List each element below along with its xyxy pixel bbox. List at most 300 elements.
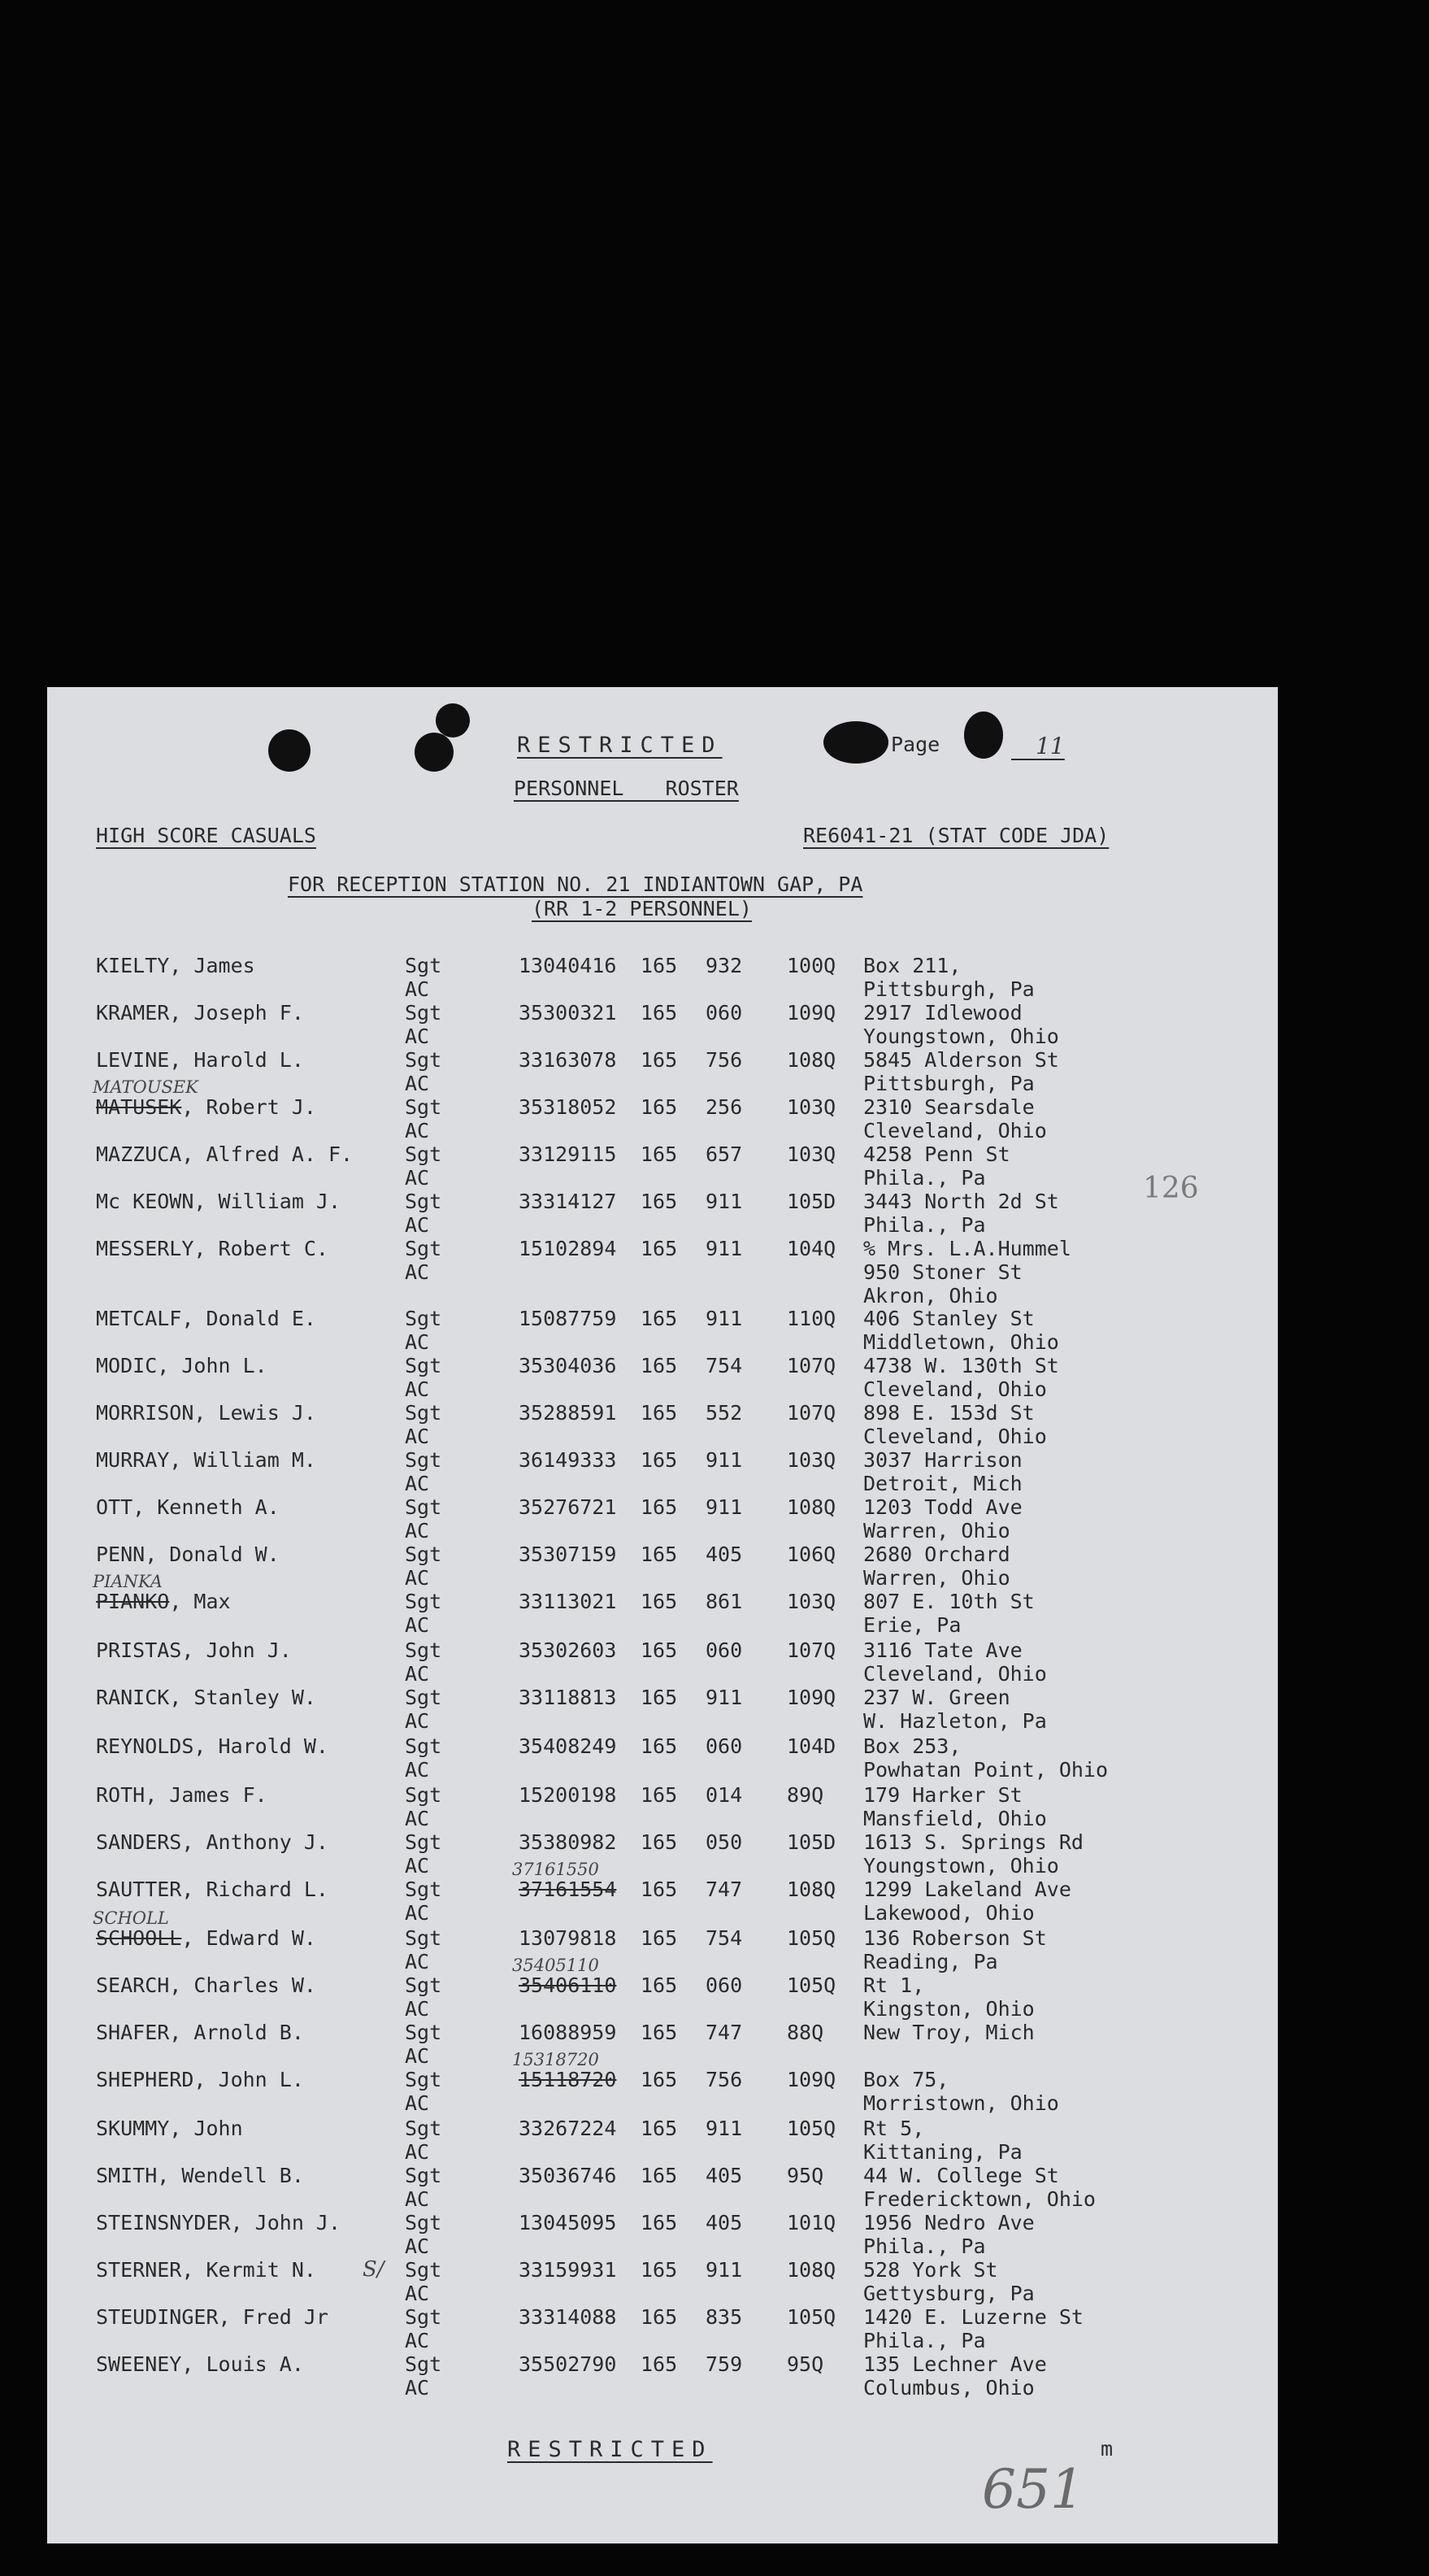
table-row bbox=[47, 1686, 1278, 1733]
member-serial: 33113021 bbox=[519, 1590, 617, 1613]
page-number-value: 11 bbox=[1036, 733, 1065, 759]
member-address-line-1: 807 E. 10th St bbox=[863, 1590, 1035, 1613]
member-branch: AC bbox=[405, 1758, 430, 1782]
member-name: SMITH, Wendell B. bbox=[96, 2164, 304, 2187]
member-address-line-1: 135 Lechner Ave bbox=[863, 2352, 1047, 2376]
member-code-2: 060 bbox=[706, 1973, 743, 1997]
member-address-line-2: Warren, Ohio bbox=[863, 1566, 1010, 1590]
member-code-1: 165 bbox=[641, 2211, 678, 2234]
member-address-line-2: Kingston, Ohio bbox=[863, 1997, 1035, 2021]
member-serial: 35300321 bbox=[519, 1001, 617, 1025]
member-code-2: 911 bbox=[706, 1686, 743, 1709]
member-address-line-2: W. Hazleton, Pa bbox=[863, 1709, 1047, 1733]
member-name: PRISTAS, John J. bbox=[96, 1638, 292, 1662]
member-grade: Sgt bbox=[405, 1926, 442, 1950]
member-address-line-2: Lakewood, Ohio bbox=[863, 1901, 1035, 1925]
member-address-line-2: Phila., Pa bbox=[863, 1213, 986, 1237]
member-code-2: 060 bbox=[706, 1734, 743, 1758]
member-serial: 15200198 bbox=[519, 1783, 617, 1807]
table-row bbox=[47, 2021, 1278, 2068]
member-grade: Sgt bbox=[405, 1830, 442, 1854]
member-code-3: 110Q bbox=[787, 1307, 836, 1330]
member-grade: Sgt bbox=[405, 2211, 442, 2234]
member-code-2: 060 bbox=[706, 1001, 743, 1025]
member-grade: Sgt bbox=[405, 2305, 442, 2329]
member-serial: 36149333 bbox=[519, 1448, 617, 1472]
station-heading: FOR RECEPTION STATION NO. 21 INDIANTOWN GAP, PA bbox=[288, 872, 863, 896]
member-code-3: 103Q bbox=[787, 1448, 836, 1472]
member-code-2: 932 bbox=[706, 954, 743, 977]
member-code-2: 754 bbox=[706, 1926, 743, 1950]
member-branch: AC bbox=[405, 1613, 430, 1637]
member-name: SWEENEY, Louis A. bbox=[96, 2352, 304, 2376]
member-code-1: 165 bbox=[641, 2352, 678, 2376]
member-code-3: 105Q bbox=[787, 1926, 836, 1950]
member-serial: 35406110 bbox=[519, 1973, 617, 1997]
table-row bbox=[47, 1048, 1278, 1095]
member-grade: Sgt bbox=[405, 2021, 442, 2044]
member-grade: Sgt bbox=[405, 1401, 442, 1425]
member-branch: AC bbox=[405, 1260, 430, 1284]
member-grade: Sgt bbox=[405, 1973, 442, 1997]
punch-hole bbox=[415, 733, 454, 772]
member-code-2: 050 bbox=[706, 1830, 743, 1854]
member-serial: 35408249 bbox=[519, 1734, 617, 1758]
member-name: SHEPHERD, John L. bbox=[96, 2068, 304, 2091]
order-reference: RE6041-21 (STAT CODE JDA) bbox=[803, 824, 1110, 847]
member-serial: 35276721 bbox=[519, 1495, 617, 1519]
member-code-3: 104D bbox=[787, 1734, 836, 1758]
table-row bbox=[47, 1495, 1278, 1543]
member-serial: 35307159 bbox=[519, 1543, 617, 1566]
member-address-line-1: 3037 Harrison bbox=[863, 1448, 1023, 1472]
member-name: MURRAY, William M. bbox=[96, 1448, 316, 1472]
member-code-3: 105Q bbox=[787, 1973, 836, 1997]
member-code-3: 109Q bbox=[787, 1686, 836, 1709]
member-code-1: 165 bbox=[641, 1973, 678, 1997]
member-address-line-1: 1299 Lakeland Ave bbox=[863, 1878, 1071, 1901]
member-address-line-2: Warren, Ohio bbox=[863, 1519, 1010, 1543]
member-name: PENN, Donald W. bbox=[96, 1543, 280, 1566]
member-code-3: 95Q bbox=[787, 2352, 824, 2376]
member-code-1: 165 bbox=[641, 1190, 678, 1213]
member-branch: AC bbox=[405, 1377, 430, 1401]
member-grade: Sgt bbox=[405, 2117, 442, 2140]
member-code-3: 105Q bbox=[787, 2305, 836, 2329]
member-name: METCALF, Donald E. bbox=[96, 1307, 316, 1330]
member-branch: AC bbox=[405, 1709, 430, 1733]
member-address-line-2: Powhatan Point, Ohio bbox=[863, 1758, 1109, 1782]
member-serial: 33129115 bbox=[519, 1142, 617, 1166]
handwritten-correction: 35405110 bbox=[512, 1956, 599, 1975]
member-address-line-2: Phila., Pa bbox=[863, 1166, 986, 1190]
member-grade: Sgt bbox=[405, 1095, 442, 1119]
member-grade: Sgt bbox=[405, 1590, 442, 1613]
member-serial: 16088959 bbox=[519, 2021, 617, 2044]
member-address-line-2: Morristown, Ohio bbox=[863, 2091, 1059, 2115]
handwritten-correction: 37161550 bbox=[512, 1860, 599, 1879]
member-address-line-3: Akron, Ohio bbox=[863, 1284, 998, 1308]
member-name: MAZZUCA, Alfred A. F. bbox=[96, 1142, 354, 1166]
member-code-2: 747 bbox=[706, 2021, 743, 2044]
member-code-1: 165 bbox=[641, 2164, 678, 2187]
member-grade: Sgt bbox=[405, 1354, 442, 1377]
table-row bbox=[47, 2258, 1278, 2305]
member-code-2: 861 bbox=[706, 1590, 743, 1613]
page-title: PERSONNEL ROSTER bbox=[514, 777, 739, 800]
table-row bbox=[47, 1142, 1278, 1190]
member-grade: Sgt bbox=[405, 1638, 442, 1662]
table-row bbox=[47, 1237, 1278, 1308]
member-address-line-1: Rt 1, bbox=[863, 1973, 925, 1997]
member-address-line-2: Pittsburgh, Pa bbox=[863, 977, 1035, 1001]
member-code-1: 165 bbox=[641, 1237, 678, 1260]
table-row bbox=[47, 1783, 1278, 1830]
member-address-line-1: 2310 Searsdale bbox=[863, 1095, 1035, 1119]
table-row bbox=[47, 1448, 1278, 1495]
member-code-3: 105D bbox=[787, 1830, 836, 1854]
member-grade: Sgt bbox=[405, 954, 442, 977]
member-branch: AC bbox=[405, 1025, 430, 1048]
handwritten-correction: MATOUSEK bbox=[93, 1077, 198, 1097]
member-address-line-2: Cleveland, Ohio bbox=[863, 1425, 1047, 1448]
table-row bbox=[47, 2352, 1278, 2400]
member-address-line-2: Fredericktown, Ohio bbox=[863, 2187, 1096, 2211]
page-number bbox=[1011, 733, 1091, 759]
member-code-3: 105Q bbox=[787, 2117, 836, 2140]
table-row bbox=[47, 1638, 1278, 1686]
member-address-line-1: 898 E. 153d St bbox=[863, 1401, 1035, 1425]
member-code-3: 108Q bbox=[787, 1878, 836, 1901]
member-code-3: 103Q bbox=[787, 1095, 836, 1119]
member-serial: 15102894 bbox=[519, 1237, 617, 1260]
member-address-line-1: 406 Stanley St bbox=[863, 1307, 1035, 1330]
member-serial: 35304036 bbox=[519, 1354, 617, 1377]
member-name: SANDERS, Anthony J. bbox=[96, 1830, 328, 1854]
table-row bbox=[47, 1543, 1278, 1590]
member-serial: 35502790 bbox=[519, 2352, 617, 2376]
member-code-2: 911 bbox=[706, 2258, 743, 2282]
member-branch: AC bbox=[405, 1166, 430, 1190]
member-code-3: 105D bbox=[787, 1190, 836, 1213]
member-serial: 13045095 bbox=[519, 2211, 617, 2234]
member-grade: Sgt bbox=[405, 1448, 442, 1472]
member-name: STERNER, Kermit N. bbox=[96, 2258, 316, 2282]
left-heading: HIGH SCORE CASUALS bbox=[96, 824, 316, 847]
member-serial: 15118720 bbox=[519, 2068, 617, 2091]
table-row bbox=[47, 2211, 1278, 2258]
member-code-2: 754 bbox=[706, 1354, 743, 1377]
member-grade: Sgt bbox=[405, 1001, 442, 1025]
member-code-1: 165 bbox=[641, 1448, 678, 1472]
member-branch: AC bbox=[405, 2234, 430, 2258]
member-branch: AC bbox=[405, 2140, 430, 2164]
member-grade: Sgt bbox=[405, 1783, 442, 1807]
handwritten-correction: PIANKA bbox=[93, 1572, 163, 1591]
member-code-2: 256 bbox=[706, 1095, 743, 1119]
member-address-line-2: Gettysburg, Pa bbox=[863, 2282, 1035, 2305]
member-grade: Sgt bbox=[405, 1142, 442, 1166]
member-serial: 33163078 bbox=[519, 1048, 617, 1072]
member-code-3: 109Q bbox=[787, 1001, 836, 1025]
member-code-1: 165 bbox=[641, 1590, 678, 1613]
table-row bbox=[47, 1830, 1278, 1878]
member-name: STEUDINGER, Fred Jr bbox=[96, 2305, 328, 2329]
member-name: SEARCH, Charles W. bbox=[96, 1973, 316, 1997]
member-serial: 35036746 bbox=[519, 2164, 617, 2187]
member-grade: Sgt bbox=[405, 1048, 442, 1072]
member-serial: 35302603 bbox=[519, 1638, 617, 1662]
member-serial: 37161554 bbox=[519, 1878, 617, 1901]
member-address-line-1: 2917 Idlewood bbox=[863, 1001, 1023, 1025]
handwritten-correction: S/ bbox=[363, 2257, 384, 2282]
member-code-1: 165 bbox=[641, 1048, 678, 1072]
member-name: SKUMMY, John bbox=[96, 2117, 243, 2140]
member-address-line-2: Cleveland, Ohio bbox=[863, 1377, 1047, 1401]
member-code-1: 165 bbox=[641, 2021, 678, 2044]
margin-number: 126 bbox=[1143, 1172, 1199, 1205]
table-row bbox=[47, 1401, 1278, 1448]
member-address-line-1: 3443 North 2d St bbox=[863, 1190, 1059, 1213]
member-name: ROTH, James F. bbox=[96, 1783, 267, 1807]
member-code-2: 759 bbox=[706, 2352, 743, 2376]
table-row bbox=[47, 2305, 1278, 2352]
member-address-line-1: Box 253, bbox=[863, 1734, 962, 1758]
restricted-top: RESTRICTED bbox=[517, 733, 723, 758]
member-code-3: 109Q bbox=[787, 2068, 836, 2091]
member-grade: Sgt bbox=[405, 2068, 442, 2091]
member-serial: 35318052 bbox=[519, 1095, 617, 1119]
table-row bbox=[47, 954, 1278, 1001]
table-row bbox=[47, 2050, 1278, 2115]
member-code-1: 165 bbox=[641, 2305, 678, 2329]
member-address-line-2: Kittaning, Pa bbox=[863, 2140, 1023, 2164]
document-page bbox=[47, 687, 1278, 2543]
member-code-1: 165 bbox=[641, 1734, 678, 1758]
table-row bbox=[47, 1734, 1278, 1782]
member-address-line-2: Middletown, Ohio bbox=[863, 1330, 1059, 1354]
page-label: Page bbox=[891, 733, 940, 756]
member-address-line-1: % Mrs. L.A.Hummel bbox=[863, 1237, 1071, 1260]
member-branch: AC bbox=[405, 1997, 430, 2021]
member-name: MATUSEK, Robert J. bbox=[96, 1095, 316, 1119]
member-code-1: 165 bbox=[641, 2117, 678, 2140]
punch-hole bbox=[964, 711, 1003, 759]
member-branch: AC bbox=[405, 2376, 430, 2400]
member-code-1: 165 bbox=[641, 1495, 678, 1519]
member-address-line-2: Youngstown, Ohio bbox=[863, 1854, 1059, 1878]
member-code-1: 165 bbox=[641, 1401, 678, 1425]
member-name: OTT, Kenneth A. bbox=[96, 1495, 280, 1519]
member-serial: 33314127 bbox=[519, 1190, 617, 1213]
member-branch: AC bbox=[405, 2329, 430, 2352]
member-branch: AC bbox=[405, 1519, 430, 1543]
member-address-line-2: Mansfield, Ohio bbox=[863, 1807, 1047, 1830]
member-address-line-1: 179 Harker St bbox=[863, 1783, 1023, 1807]
member-grade: Sgt bbox=[405, 1734, 442, 1758]
member-name: PIANKO, Max bbox=[96, 1590, 231, 1613]
member-code-1: 165 bbox=[641, 1001, 678, 1025]
member-code-2: 552 bbox=[706, 1401, 743, 1425]
table-row bbox=[47, 1307, 1278, 1354]
member-name: STEINSNYDER, John J. bbox=[96, 2211, 341, 2234]
member-grade: Sgt bbox=[405, 2352, 442, 2376]
member-address-line-1: Box 211, bbox=[863, 954, 962, 977]
handwritten-correction: 15318720 bbox=[512, 2050, 599, 2069]
member-address-line-2: Pittsburgh, Pa bbox=[863, 1072, 1035, 1095]
member-code-1: 165 bbox=[641, 1543, 678, 1566]
member-name: KIELTY, James bbox=[96, 954, 255, 977]
member-address-line-1: 528 York St bbox=[863, 2258, 998, 2282]
member-address-line-1: 2680 Orchard bbox=[863, 1543, 1010, 1566]
handwritten-correction: SCHOLL bbox=[93, 1908, 169, 1928]
member-serial: 35380982 bbox=[519, 1830, 617, 1854]
member-grade: Sgt bbox=[405, 1237, 442, 1260]
member-address-line-2: Cleveland, Ohio bbox=[863, 1119, 1047, 1142]
member-name: RANICK, Stanley W. bbox=[96, 1686, 316, 1709]
member-code-3: 103Q bbox=[787, 1142, 836, 1166]
member-code-3: 103Q bbox=[787, 1590, 836, 1613]
member-code-3: 88Q bbox=[787, 2021, 824, 2044]
member-grade: Sgt bbox=[405, 1307, 442, 1330]
punch-hole bbox=[436, 703, 470, 738]
member-code-3: 89Q bbox=[787, 1783, 824, 1807]
member-code-2: 747 bbox=[706, 1878, 743, 1901]
member-code-2: 405 bbox=[706, 2211, 743, 2234]
member-branch: AC bbox=[405, 1213, 430, 1237]
member-code-2: 014 bbox=[706, 1783, 743, 1807]
member-grade: Sgt bbox=[405, 1543, 442, 1566]
table-row bbox=[47, 1190, 1278, 1237]
member-address-line-2: 950 Stoner St bbox=[863, 1260, 1023, 1284]
member-serial: 33159931 bbox=[519, 2258, 617, 2282]
member-address-line-1: 4258 Penn St bbox=[863, 1142, 1010, 1166]
member-code-2: 405 bbox=[706, 1543, 743, 1566]
member-name: SAUTTER, Richard L. bbox=[96, 1878, 328, 1901]
member-code-1: 165 bbox=[641, 1638, 678, 1662]
member-name: SHAFER, Arnold B. bbox=[96, 2021, 304, 2044]
member-name: SCHOOLL, Edward W. bbox=[96, 1926, 316, 1950]
member-branch: AC bbox=[405, 1901, 430, 1925]
member-branch: AC bbox=[405, 1950, 430, 1973]
member-branch: AC bbox=[405, 1807, 430, 1830]
member-serial: 33118813 bbox=[519, 1686, 617, 1709]
member-code-3: 108Q bbox=[787, 2258, 836, 2282]
member-serial: 33314088 bbox=[519, 2305, 617, 2329]
member-code-1: 165 bbox=[641, 1307, 678, 1330]
member-code-2: 060 bbox=[706, 1638, 743, 1662]
member-grade: Sgt bbox=[405, 1495, 442, 1519]
member-branch: AC bbox=[405, 2044, 430, 2068]
member-code-1: 165 bbox=[641, 1095, 678, 1119]
member-branch: AC bbox=[405, 2091, 430, 2115]
member-code-1: 165 bbox=[641, 1354, 678, 1377]
member-address-line-2: Youngstown, Ohio bbox=[863, 1025, 1059, 1048]
member-branch: AC bbox=[405, 1425, 430, 1448]
member-address-line-1: 136 Roberson St bbox=[863, 1926, 1047, 1950]
member-address-line-1: New Troy, Mich bbox=[863, 2021, 1035, 2044]
table-row bbox=[47, 1354, 1278, 1401]
member-address-line-1: 1613 S. Springs Rd bbox=[863, 1830, 1084, 1854]
member-branch: AC bbox=[405, 1072, 430, 1095]
member-code-1: 165 bbox=[641, 1878, 678, 1901]
member-serial: 13040416 bbox=[519, 954, 617, 977]
member-address-line-1: 4738 W. 130th St bbox=[863, 1354, 1059, 1377]
station-subheading: (RR 1-2 PERSONNEL) bbox=[532, 897, 752, 920]
member-name: MORRISON, Lewis J. bbox=[96, 1401, 316, 1425]
member-code-1: 165 bbox=[641, 954, 678, 977]
table-row bbox=[47, 2164, 1278, 2211]
member-serial: 35288591 bbox=[519, 1401, 617, 1425]
member-code-1: 165 bbox=[641, 1830, 678, 1854]
member-address-line-2: Cleveland, Ohio bbox=[863, 1662, 1047, 1686]
member-code-3: 108Q bbox=[787, 1495, 836, 1519]
member-code-2: 911 bbox=[706, 1190, 743, 1213]
member-branch: AC bbox=[405, 2282, 430, 2305]
corner-mark: m bbox=[1101, 2437, 1114, 2461]
member-branch: AC bbox=[405, 977, 430, 1001]
member-code-3: 100Q bbox=[787, 954, 836, 977]
member-address-line-1: Box 75, bbox=[863, 2068, 949, 2091]
member-code-3: 101Q bbox=[787, 2211, 836, 2234]
member-code-1: 165 bbox=[641, 1142, 678, 1166]
member-code-2: 835 bbox=[706, 2305, 743, 2329]
restricted-bottom: RESTRICTED bbox=[507, 2437, 713, 2462]
member-code-3: 108Q bbox=[787, 1048, 836, 1072]
member-code-2: 911 bbox=[706, 1237, 743, 1260]
member-grade: Sgt bbox=[405, 1686, 442, 1709]
member-branch: AC bbox=[405, 1854, 430, 1878]
member-address-line-1: 1956 Nedro Ave bbox=[863, 2211, 1035, 2234]
member-code-2: 756 bbox=[706, 2068, 743, 2091]
member-code-1: 165 bbox=[641, 2258, 678, 2282]
member-branch: AC bbox=[405, 1472, 430, 1495]
member-address-line-2: Detroit, Mich bbox=[863, 1472, 1023, 1495]
member-code-1: 165 bbox=[641, 1783, 678, 1807]
member-code-1: 165 bbox=[641, 1686, 678, 1709]
member-address-line-2: Phila., Pa bbox=[863, 2329, 986, 2352]
member-branch: AC bbox=[405, 1119, 430, 1142]
member-code-3: 95Q bbox=[787, 2164, 824, 2187]
member-name: KRAMER, Joseph F. bbox=[96, 1001, 304, 1025]
member-address-line-1: 237 W. Green bbox=[863, 1686, 1010, 1709]
member-name: LEVINE, Harold L. bbox=[96, 1048, 304, 1072]
member-branch: AC bbox=[405, 1330, 430, 1354]
punch-hole bbox=[268, 729, 311, 772]
table-row bbox=[47, 2117, 1278, 2164]
member-code-2: 911 bbox=[706, 2117, 743, 2140]
member-serial: 33267224 bbox=[519, 2117, 617, 2140]
member-code-2: 756 bbox=[706, 1048, 743, 1072]
member-address-line-2: Columbus, Ohio bbox=[863, 2376, 1035, 2400]
member-name: Mc KEOWN, William J. bbox=[96, 1190, 341, 1213]
member-code-3: 106Q bbox=[787, 1543, 836, 1566]
member-grade: Sgt bbox=[405, 1190, 442, 1213]
member-branch: AC bbox=[405, 1662, 430, 1686]
punch-hole bbox=[823, 721, 888, 764]
member-name: REYNOLDS, Harold W. bbox=[96, 1734, 328, 1758]
member-code-2: 911 bbox=[706, 1495, 743, 1519]
member-address-line-1: 1420 E. Luzerne St bbox=[863, 2305, 1084, 2329]
member-code-2: 657 bbox=[706, 1142, 743, 1166]
member-grade: Sgt bbox=[405, 2258, 442, 2282]
member-code-1: 165 bbox=[641, 2068, 678, 2091]
member-address-line-1: 3116 Tate Ave bbox=[863, 1638, 1023, 1662]
member-code-2: 911 bbox=[706, 1307, 743, 1330]
member-grade: Sgt bbox=[405, 1878, 442, 1901]
member-code-3: 104Q bbox=[787, 1237, 836, 1260]
member-address-line-1: 44 W. College St bbox=[863, 2164, 1059, 2187]
